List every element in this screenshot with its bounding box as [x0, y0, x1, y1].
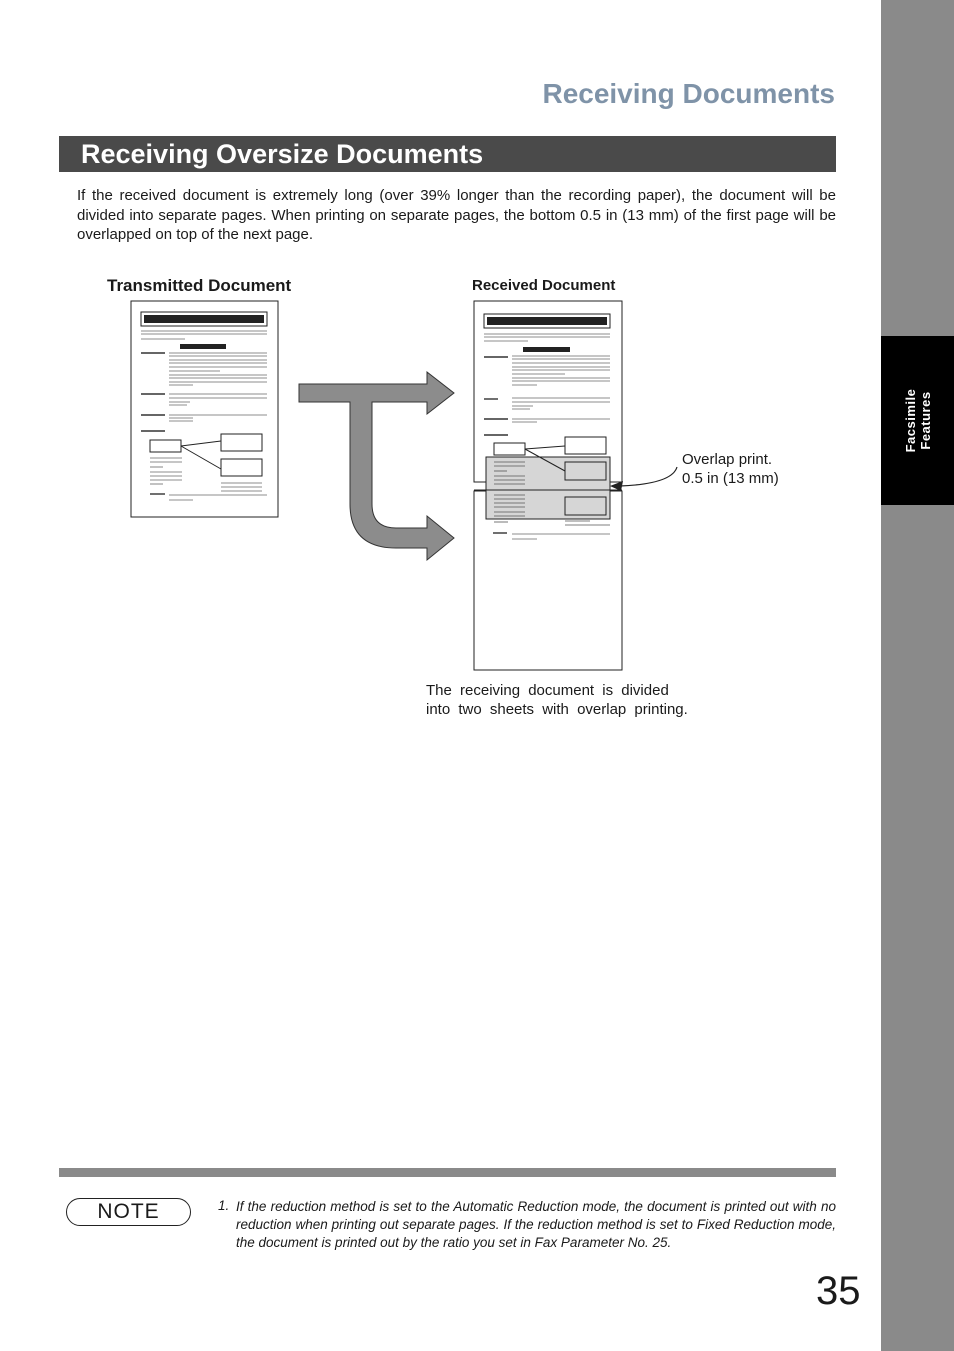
note-separator-rule — [59, 1168, 836, 1177]
page-number: 35 — [816, 1269, 861, 1313]
transmitted-document-illustration — [131, 301, 278, 517]
received-document-label: Received Document — [472, 277, 616, 294]
note-item-text: If the reduction method is set to the Automatic Reduction mode, the document is printed out with no reduction when printing out separate pages. If the reduction method is set to Fixed Reduction mode, the document is printed out by the ratio you set in Fax Parameter No. 25. — [236, 1199, 836, 1250]
overlap-label-line2: 0.5 in (13 mm) — [682, 470, 779, 487]
note-badge: NOTE — [66, 1198, 191, 1226]
split-arrow-icon — [299, 372, 454, 560]
chapter-tab-line2: Features — [917, 391, 933, 450]
chapter-tab-line1: Facsimile — [902, 388, 918, 453]
note-item-number: 1. — [218, 1198, 230, 1213]
caption-line2: into two sheets with overlap printing. — [426, 700, 688, 718]
caption-line1: The receiving document is divided — [426, 682, 669, 699]
diagram-caption — [426, 682, 706, 719]
chapter-title: Receiving Documents — [542, 78, 835, 109]
intro-paragraph: If the received document is extremely long (over 39% longer than the recording paper), the document will be divided into separate pages. When printing on separate pages, the bottom 0.5 in (13 mm) of the first page will be overlapped on top of the next page. — [77, 187, 836, 243]
overlap-print-label — [682, 450, 779, 488]
transmitted-document-label: Transmitted Document — [107, 276, 292, 295]
received-page-one-illustration — [474, 301, 622, 482]
section-title: Receiving Oversize Documents — [81, 139, 484, 169]
overlap-label-line1: Overlap print. — [682, 451, 773, 468]
overlap-region-illustration — [474, 446, 622, 525]
